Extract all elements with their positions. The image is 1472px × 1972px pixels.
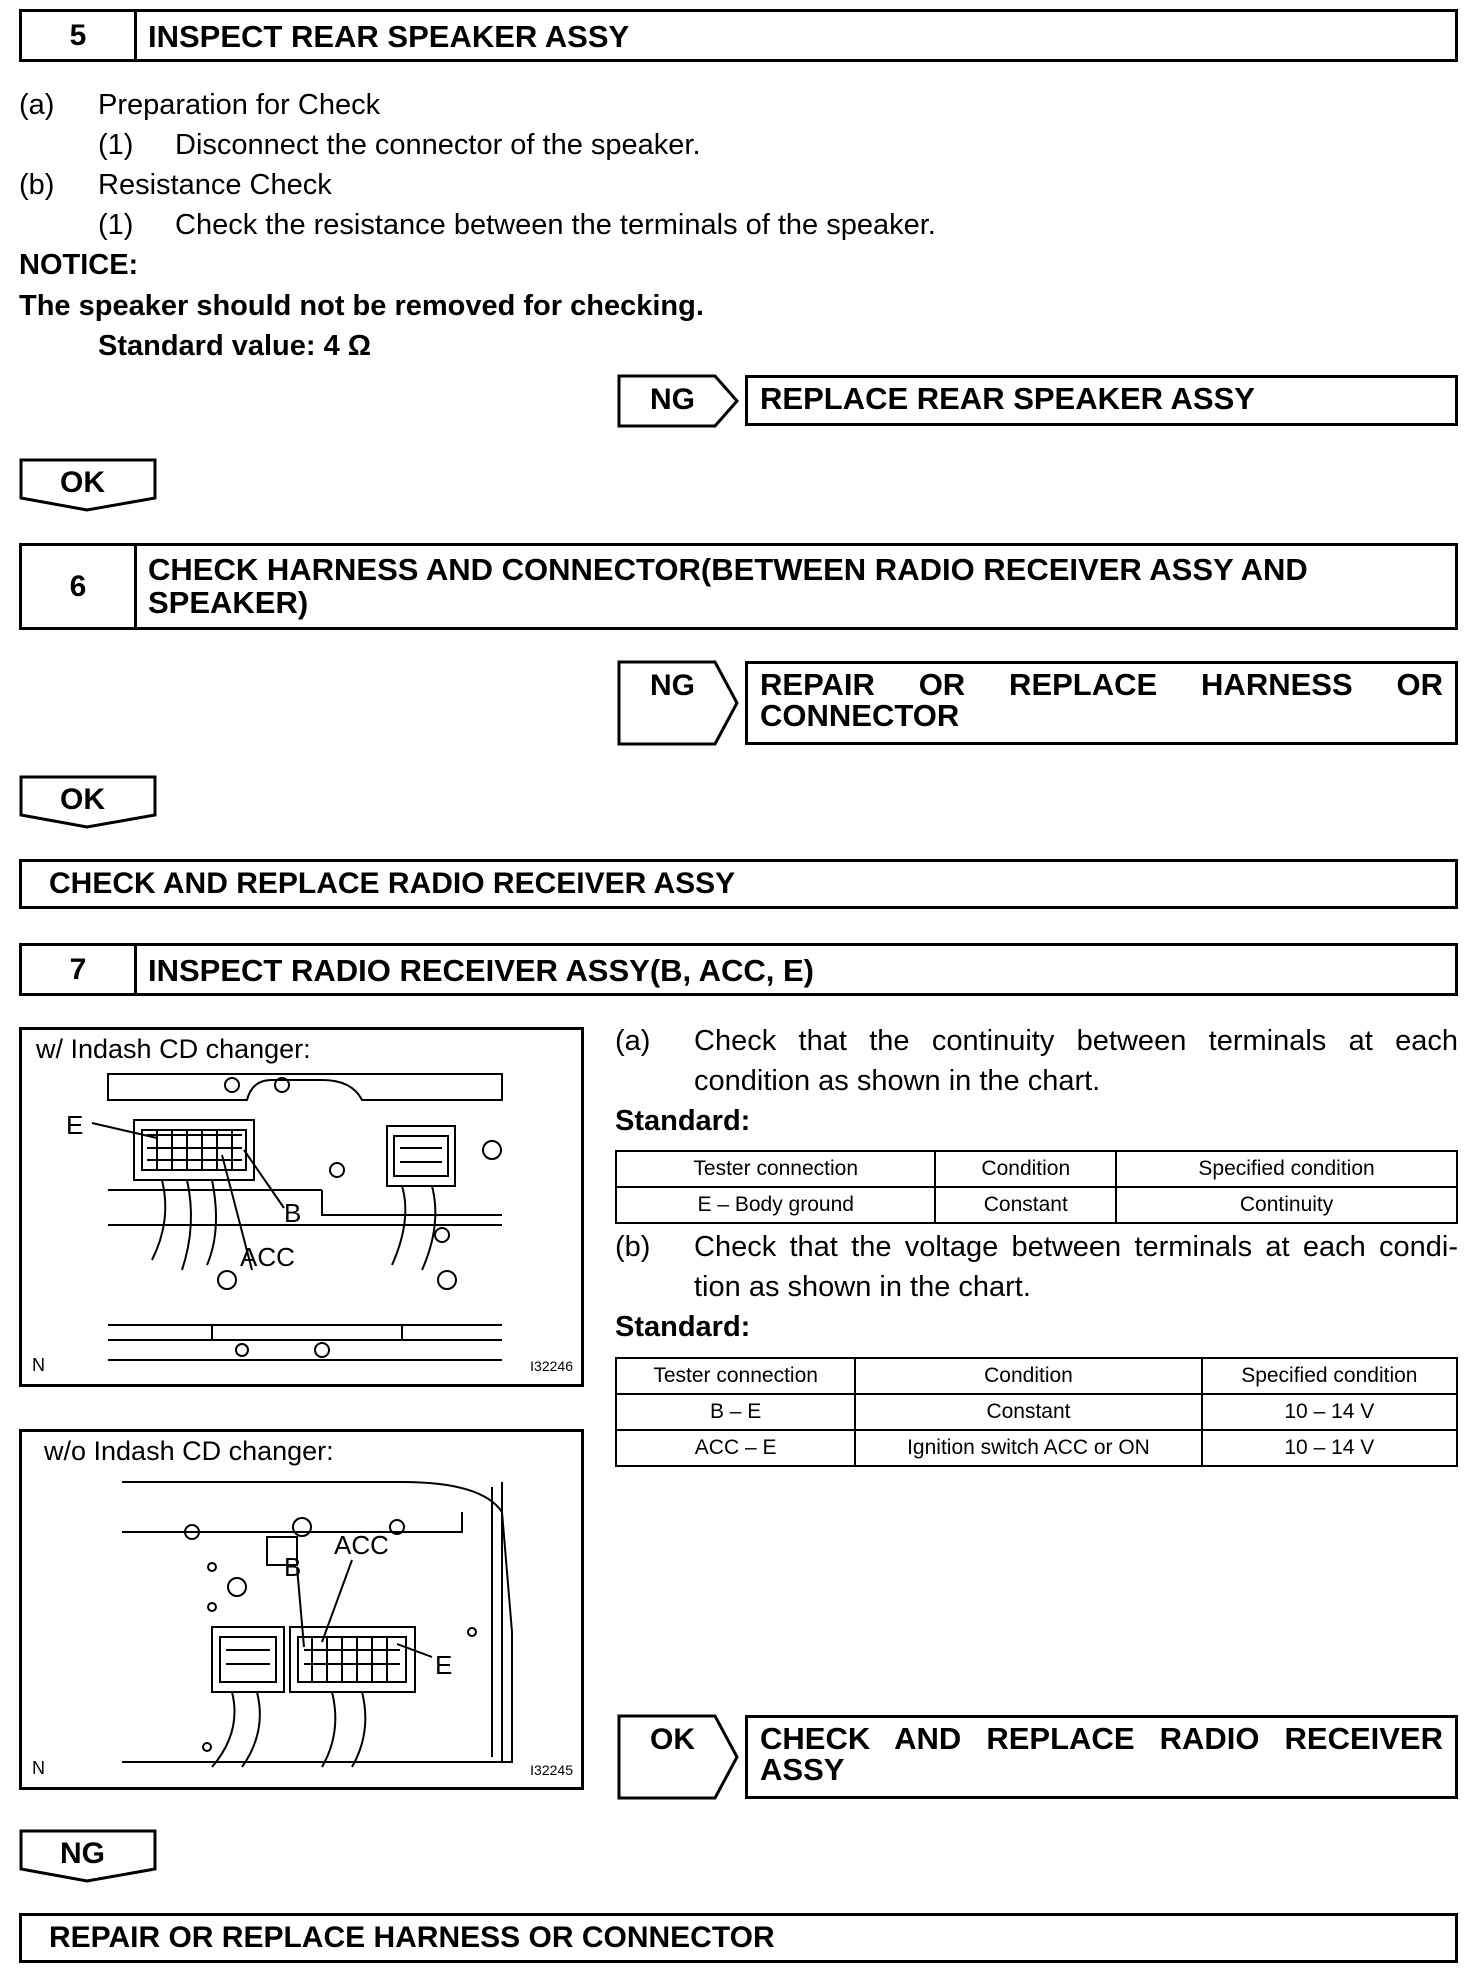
callout-acc: ACC (240, 1242, 295, 1272)
sub-item-text: Check the resistance between the terminals of the speaker. (175, 209, 936, 241)
figure-caption: w/ Indash CD changer: (36, 1034, 311, 1064)
ok-tag-label: OK (650, 1723, 695, 1756)
item-label: (b) (615, 1231, 651, 1263)
callout-b: B (284, 1552, 302, 1582)
item-label: (b) (19, 169, 55, 201)
step-title: INSPECT RADIO RECEIVER ASSY(B, ACC, E) (148, 953, 815, 988)
step-title-line1: CHECK HARNESS AND CONNECTOR(BETWEEN RADIO RECEIVER ASSY AND (148, 552, 1308, 587)
ng-result-box: REPLACE REAR SPEAKER ASSY (745, 375, 1458, 426)
ng-tag-label: NG (650, 383, 695, 416)
table-cell: ACC – E (616, 1430, 855, 1466)
table-header-row (616, 1151, 1457, 1187)
table-row (616, 1394, 1457, 1430)
step-title-line2: SPEAKER) (148, 585, 309, 620)
ok-result-box: CHECK AND REPLACE RADIO RECEIVER ASSY (19, 859, 1458, 909)
table-header: Tester connection (616, 1151, 935, 1187)
ng-result-box (745, 661, 1458, 745)
table-cell: E – Body ground (616, 1187, 935, 1223)
figure-caption: w/o Indash CD changer: (44, 1436, 334, 1466)
figure-corner-mark: N (32, 1355, 45, 1375)
table-cell: Constant (935, 1187, 1116, 1223)
radio-receiver-illustration (22, 1030, 581, 1384)
continuity-table (615, 1150, 1458, 1224)
table-header: Condition (855, 1358, 1201, 1394)
step-7-header (19, 943, 1458, 996)
table-header: Specified condition (1116, 1151, 1457, 1187)
step-5-header (19, 9, 1458, 62)
step-6-header (19, 543, 1458, 630)
figure-without-cd-changer (19, 1429, 584, 1790)
standard-label: Standard: (615, 1311, 751, 1343)
table-header-row (616, 1358, 1457, 1394)
ng-result-box: REPAIR OR REPLACE HARNESS OR CONNECTOR (19, 1913, 1458, 1963)
table-row (616, 1187, 1457, 1223)
ng-tag-label: NG (650, 669, 695, 702)
item-text: Preparation for Check (98, 89, 381, 121)
figure-with-cd-changer (19, 1027, 584, 1387)
table-row (616, 1430, 1457, 1466)
step-number: 7 (22, 946, 137, 993)
figure-id: I32245 (530, 1762, 573, 1778)
voltage-table (615, 1357, 1458, 1467)
notice-text: The speaker should not be removed for checking. (19, 290, 704, 322)
sub-item-label: (1) (98, 209, 134, 241)
figure-id: I32246 (530, 1358, 573, 1374)
standard-label: Standard: (615, 1105, 751, 1137)
callout-b: B (284, 1198, 302, 1228)
item-label: (a) (19, 89, 55, 121)
ok-result-line1: CHECK AND REPLACE RADIO RECEIVER (760, 1721, 1443, 1756)
table-header: Specified condition (1202, 1358, 1457, 1394)
ng-result-line1: REPAIR OR REPLACE HARNESS OR (760, 667, 1443, 702)
ok-tag-label: OK (60, 466, 105, 499)
ok-result-line2: ASSY (760, 1752, 845, 1787)
notice-label: NOTICE: (19, 249, 139, 281)
table-cell: Ignition switch ACC or ON (855, 1430, 1201, 1466)
ok-result-box (745, 1715, 1458, 1799)
callout-e: E (435, 1650, 453, 1680)
sub-item-text: Disconnect the connector of the speaker. (175, 129, 701, 161)
step-title: INSPECT REAR SPEAKER ASSY (148, 19, 630, 54)
callout-acc: ACC (334, 1530, 389, 1560)
table-cell: Continuity (1116, 1187, 1457, 1223)
table-header: Condition (935, 1151, 1116, 1187)
ok-tag-label: OK (60, 783, 105, 816)
callout-e: E (66, 1110, 84, 1140)
sub-item-label: (1) (98, 129, 134, 161)
item-text-line1: Check that the continuity between terminals at each (694, 1025, 1458, 1057)
standard-value: Standard value: 4 Ω (98, 330, 372, 362)
radio-receiver-illustration (22, 1432, 581, 1787)
step-number: 5 (22, 12, 137, 59)
item-text-line2: tion as shown in the chart. (694, 1271, 1031, 1303)
figure-corner-mark: N (32, 1758, 45, 1778)
item-text-line2: condition as shown in the chart. (694, 1065, 1101, 1097)
ng-result-line2: CONNECTOR (760, 698, 960, 733)
item-text-line1: Check that the voltage between terminals at each condi- (694, 1231, 1458, 1263)
table-cell: Constant (855, 1394, 1201, 1430)
item-text: Resistance Check (98, 169, 332, 201)
step-number: 6 (22, 546, 137, 627)
table-cell: 10 – 14 V (1202, 1430, 1457, 1466)
table-cell: B – E (616, 1394, 855, 1430)
item-label: (a) (615, 1025, 651, 1057)
table-header: Tester connection (616, 1358, 855, 1394)
ng-tag-label: NG (60, 1837, 105, 1870)
table-cell: 10 – 14 V (1202, 1394, 1457, 1430)
